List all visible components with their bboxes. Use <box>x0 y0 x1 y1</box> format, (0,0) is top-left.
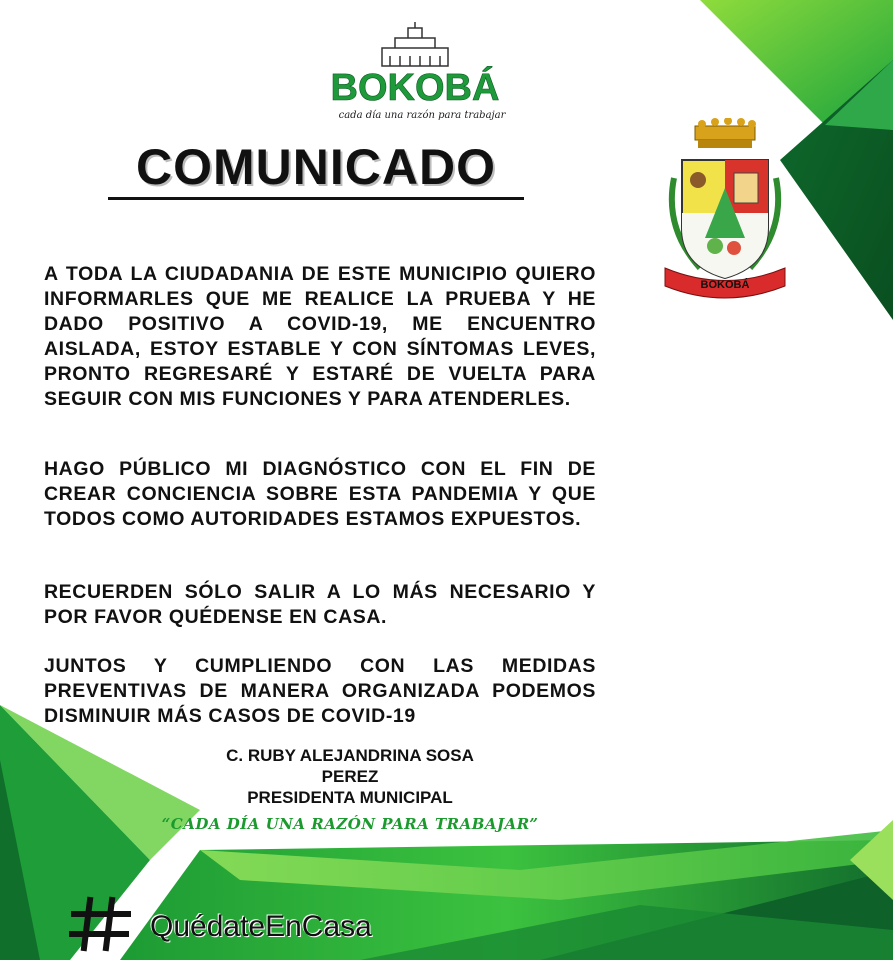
coat-of-arms-icon <box>660 118 790 303</box>
logo-tagline: cada día una razón para trabajar <box>338 110 506 121</box>
signature-name-line1: C. RUBY ALEJANDRINA SOSA <box>226 746 474 765</box>
crest-label: BOKOBÁ <box>700 279 750 291</box>
logo-wordmark: BOKOBÁ <box>330 67 500 109</box>
hashtag-icon <box>68 896 134 952</box>
motto: “CADA DÍA UNA RAZÓN PARA TRABAJAR” <box>161 815 539 833</box>
municipality-logo <box>290 22 540 122</box>
paragraph-announcement: A TODA LA CIUDADANIA DE ESTE MUNICIPIO QUIERO INFORMARLES QUE ME REALICE LA PRUEBA Y HE DADO POSITIVO A COVID-19, ME ENCUENTRO AISLADA, ESTOY ESTABLE Y CON SÍNTOMAS LEVES, PRONTO REGRESARÉ Y ESTARÉ DE VUELTA PARA SEGUIR CON MIS FUNCIONES Y PARA ATENDERLES. <box>44 263 596 410</box>
title-underline <box>108 197 524 200</box>
hashtag-text: QuédateEnCasa <box>150 910 372 943</box>
signature-role: PRESIDENTA MUNICIPAL <box>247 788 453 807</box>
paragraph-together: JUNTOS Y CUMPLIENDO CON LAS MEDIDAS PREVENTIVAS DE MANERA ORGANIZADA PODEMOS DISMINUIR MÁS CASOS DE COVID-19 <box>44 655 596 727</box>
signature-block <box>140 745 560 808</box>
paragraph-stay-home: RECUERDEN SÓLO SALIR A LO MÁS NECESARIO Y POR FAVOR QUÉDENSE EN CASA. <box>44 581 596 628</box>
signature-name-line2: PEREZ <box>321 767 379 786</box>
page-title: COMUNICADO <box>136 139 496 195</box>
paragraph-diagnosis: HAGO PÚBLICO MI DIAGNÓSTICO CON EL FIN DE CREAR CONCIENCIA SOBRE ESTA PANDEMIA Y QUE TODOS COMO AUTORIDADES ESTAMOS EXPUESTOS. <box>44 458 596 530</box>
